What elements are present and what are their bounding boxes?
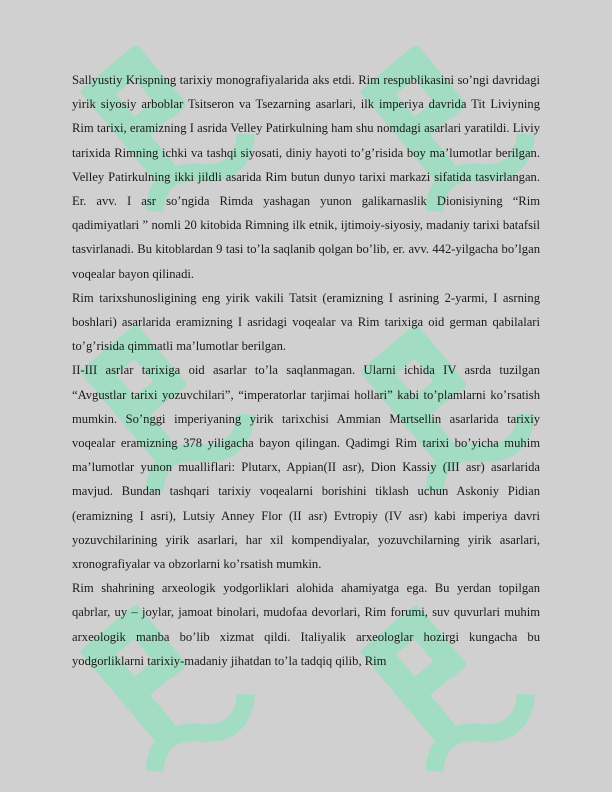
- body-text: [72, 68, 540, 673]
- paragraph: Rim tarixshunosligining eng yirik vakili Tatsit (eramizning I asrining 2-yarmi, I asrning boshlari) asarlarida eramizning I asridagi voqealar va Rim tarixiga oid german qabilalari to’g’risida qimmatli ma’lumotlar berilgan.: [72, 290, 540, 354]
- paragraph: II-III asrlar tarixiga oid asarlar to’la saqlanmagan. Ularni ichida IV asrda tuzilgan “Avgustlar tarixi yozuvchilari”, “imperatorlar tarjimai hollari” kabi to’plamlarni ko’rsatish mumkin. So’nggi imperiyaning yirik tarixchisi Ammian Martsellin asarlarida tarixiy voqealar eramizning 378 yiligacha bayon qilingan. Qadimgi Rim tarixi bo’yicha muhim ma’lumotlar yunon mualliflari: Plutarx, Appian(II asr), Dion Kassiy (III asr) asarlarida mavjud. Bundan tashqari tarixiy voqealarni borishini tiklash uchun Askoniy Pidian (eramizning I asri), Lutsiy Anney Flor (II asr) Evtropiy (IV asr) kabi imperiya davri yozuvchilarining yirik asarlari, har xil kompendiyalar, yozuvchilarning yirik asarlari, xronografiyalar va obzorlarni ko’rsatish mumkin.: [72, 363, 540, 572]
- paragraph: Sallyustiy Krispning tarixiy monografiyalarida aks etdi. Rim respublikasini so’ngi davridagi yirik siyosiy arboblar Tsitseron va Tsezarning asarlari, ilk imperiya davrida Tit Liviyning Rim tarixi, eramizning I asrida Velley Patirkulning ham shu nomdagi asarlari yaratildi. Liviy tarixida Rimning ichki va tashqi siyosati, diniy hayoti to’g’risida boy ma’lumotlar berilgan. Velley Patirkulning ikki jildli asarida Rim butun dunyo tarixi markazi sifatida tasvirlangan. Er. avv. I asr so’ngida Rimda yashagan yunon galikarnaslik Dionisiyning “Rim qadimiyatlari ” nomli 20 kitobida Rimning ilk etnik, ijtimoiy-siyosiy, madaniy tarixi batafsil tasvirlanadi. Bu kitoblardan 9 tasi to’la saqlanib qolgan bo’lib, er. avv. 442-yilgacha bo’lgan voqealar bayon qilinadi.: [72, 73, 540, 281]
- paragraph: Rim shahrining arxeologik yodgorliklari alohida ahamiyatga ega. Bu yerdan topilgan qabrlar, uy – joylar, jamoat binolari, mudofaa devorlari, Rim forumi, suv quvurlari muhim arxeologik manba bo’lib xizmat qildi. Italiyalik arxeologlar hozirgi kungacha bu yodgorliklarni tarixiy-madaniy jihatdan to’la tadqiq qilib, Rim: [72, 581, 540, 668]
